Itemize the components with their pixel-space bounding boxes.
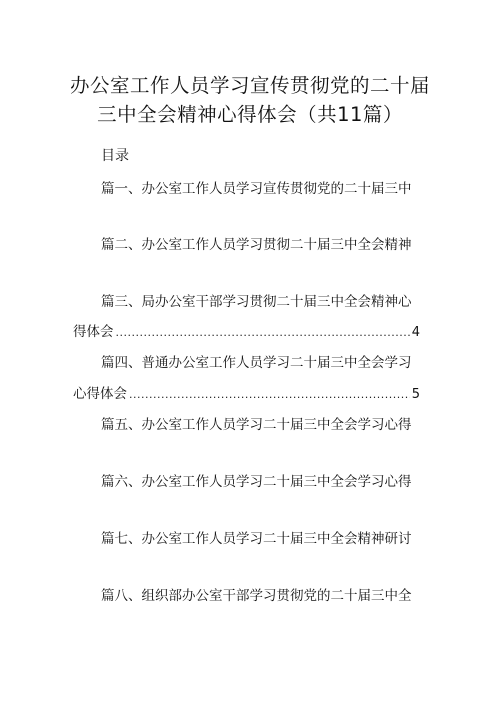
toc-entry-1[interactable]: 篇一、办公室工作人员学习宣传贯彻党的二十届三中 <box>101 181 412 197</box>
toc-entry-3[interactable]: 篇三、局办公室干部学习贯彻二十届三中全会精神心 <box>101 294 412 310</box>
toc-entry-4-continuation-text: 心得体会 <box>73 386 127 402</box>
document-title-line-2: 三中全会精神心得体会（共11篇） <box>97 103 403 126</box>
document-title-line-1: 办公室工作人员学习宣传贯彻党的二十届 <box>69 74 430 97</box>
toc-entry-3-continuation[interactable] <box>73 320 420 340</box>
toc-entry-7[interactable]: 篇七、办公室工作人员学习二十届三中全会精神研讨 <box>101 531 412 547</box>
toc-entry-3-continuation-text: 得体会 <box>73 324 114 340</box>
toc-entry-6[interactable]: 篇六、办公室工作人员学习二十届三中全会学习心得 <box>101 474 412 490</box>
toc-entry-2[interactable]: 篇二、办公室工作人员学习贯彻二十届三中全会精神 <box>101 237 412 253</box>
toc-entry-4-continuation[interactable] <box>73 382 420 402</box>
dot-leader <box>129 388 410 401</box>
toc-heading: 目录 <box>101 148 129 164</box>
toc-entry-8[interactable]: 篇八、组织部办公室干部学习贯彻党的二十届三中全 <box>101 588 412 604</box>
toc-entry-4-page-number: 5 <box>411 387 420 402</box>
toc-entry-5[interactable]: 篇五、办公室工作人员学习二十届三中全会学习心得 <box>101 417 412 433</box>
toc-entry-3-page-number: 4 <box>411 325 420 340</box>
dot-leader <box>116 326 410 339</box>
toc-entry-4[interactable]: 篇四、普通办公室工作人员学习二十届三中全会学习 <box>101 355 412 371</box>
